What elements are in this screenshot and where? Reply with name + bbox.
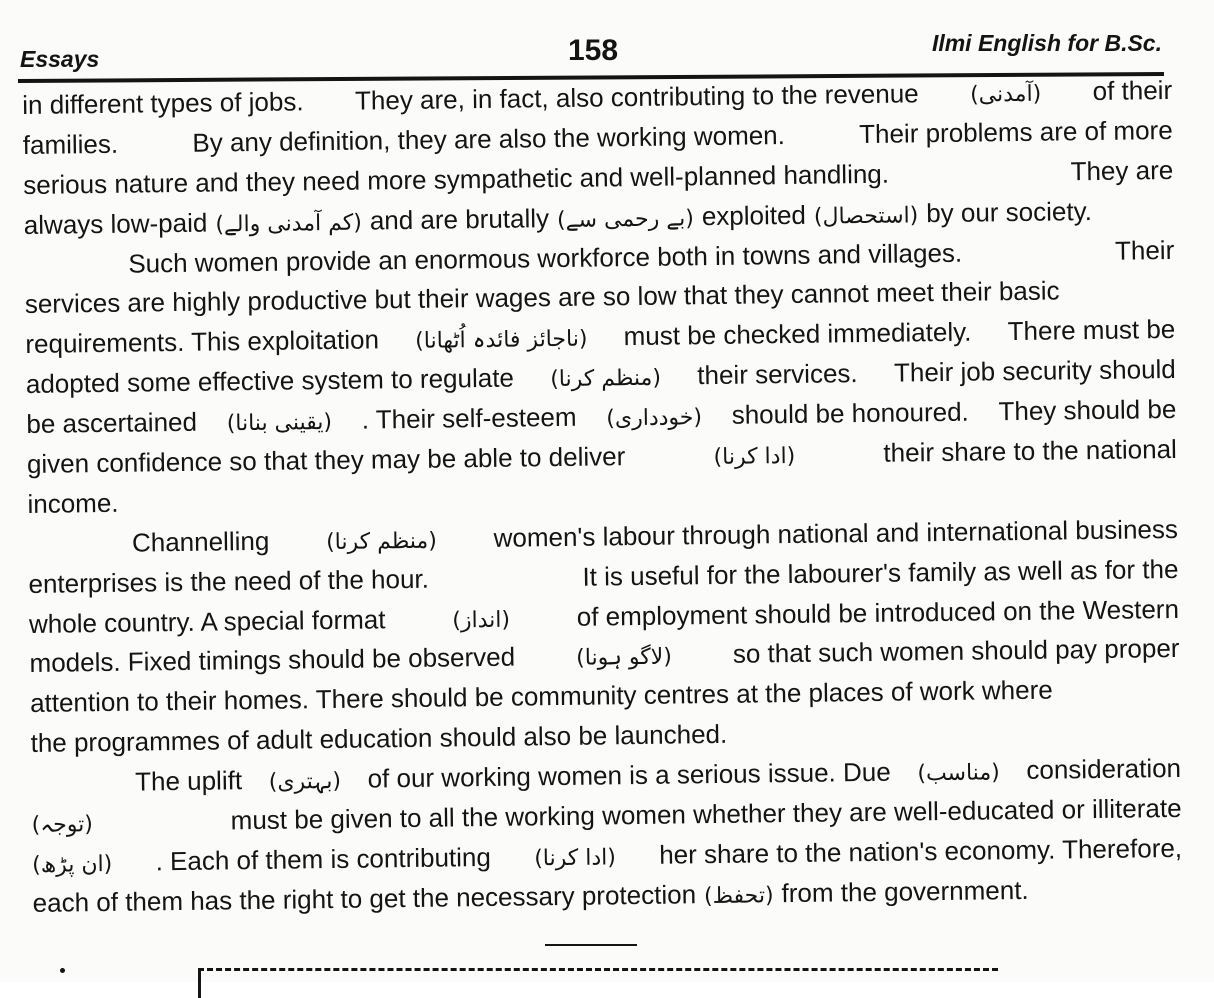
urdu-gloss: (ادا کرنا) [713, 443, 796, 470]
urdu-gloss: (خودداری) [606, 405, 703, 432]
urdu-gloss: (ناجائز فائدہ اُٹھانا) [415, 326, 588, 355]
text-line: always low-paid (کم آمدنی والے) and are brutally (بے رحمی سے) exploited (استحصال) by our society. [24, 191, 1174, 246]
urdu-gloss: (بہتری) [268, 769, 342, 795]
urdu-gloss: (مناسب) [917, 760, 1000, 787]
urdu-gloss: (بے رحمی سے) [556, 205, 695, 233]
paragraph-start: Such women provide an enormous workforce both in towns and villages. Their [128, 234, 1175, 279]
urdu-gloss: (لاگو ہونا) [576, 645, 673, 672]
urdu-gloss: (استحصال) [813, 202, 919, 230]
urdu-gloss: (آمدنی) [969, 81, 1042, 108]
urdu-gloss: (توجہ) [31, 812, 93, 838]
urdu-gloss: (منظم کرنا) [550, 365, 662, 393]
dashed-box-border [198, 968, 998, 998]
urdu-gloss: (یقینی بنانا) [226, 410, 333, 437]
text-line: be ascertained (یقینی بنانا) . Their self-esteem (خودداری) should be honoured. They should be [26, 390, 1176, 445]
section-end-rule [545, 944, 637, 946]
page-number: 158 [568, 34, 619, 67]
text-line: the programmes of adult education should also be launched. [30, 719, 728, 759]
urdu-gloss: (ادا کرنا) [534, 845, 617, 872]
text-line: requirements. This exploitation (ناجائز فائدہ اُٹھانا) must be checked immediately. There must be [25, 310, 1175, 365]
text-line: attention to their homes. There should be community centres at the places of work where [29, 674, 1053, 719]
text-line: in different types of jobs. They are, in fact, also contributing to the revenue (آمدنی) of their [22, 74, 1173, 120]
text-line: whole country. A special format (انداز) of employment should be introduced on the Western [29, 589, 1179, 644]
text-line: (توجہ) must be given to all the working women whether they are well-educated or illiterate [31, 789, 1181, 844]
paragraph-start: Channelling (منظم کرنا) women's labour through national and international business [28, 510, 1178, 565]
text-line: enterprises is the need of the hour. It is useful for the labourer's family as well as for the [28, 553, 1179, 599]
urdu-gloss: (انداز) [452, 607, 511, 633]
paragraph-start: The uplift (بہتری) of our working women is a serious issue. Due (مناسب) consideration [31, 749, 1181, 804]
running-head-book-title: Ilmi English for B.Sc. [931, 30, 1162, 56]
running-head-section: Essays [20, 46, 100, 72]
text-line: given confidence so that they may be able to deliver (ادا کرنا) their share to the national [26, 433, 1178, 479]
text-line: serious nature and they need more sympathetic and well-planned handling. They are [23, 154, 1174, 200]
urdu-gloss: (تحفظ) [703, 883, 774, 909]
text-line: services are highly productive but their wages are so low that they cannot meet their basic [24, 275, 1060, 320]
text-line: each of them has the right to get the necessary protection (تحفظ) from the government. [32, 874, 1029, 918]
bullet-mark [60, 968, 65, 973]
text-line: (ان پڑھ) . Each of them is contributing (ادا کرنا) her share to the nation's economy. Therefore, [32, 829, 1182, 884]
text-line: adopted some effective system to regulate (منظم کرنا) their services. Their job security should [25, 354, 1176, 400]
urdu-gloss: (ان پڑھ) [32, 851, 113, 878]
text-line: families. By any definition, they are also the working women. Their problems are of more [22, 114, 1173, 160]
urdu-gloss: (کم آمدنی والے) [215, 210, 363, 238]
text-line: income. [27, 487, 119, 519]
text-line: models. Fixed timings should be observed (لاگو ہونا) so that such women should pay proper [29, 633, 1180, 679]
essay-body [22, 71, 1183, 924]
urdu-gloss: (منظم کرنا) [325, 528, 438, 555]
